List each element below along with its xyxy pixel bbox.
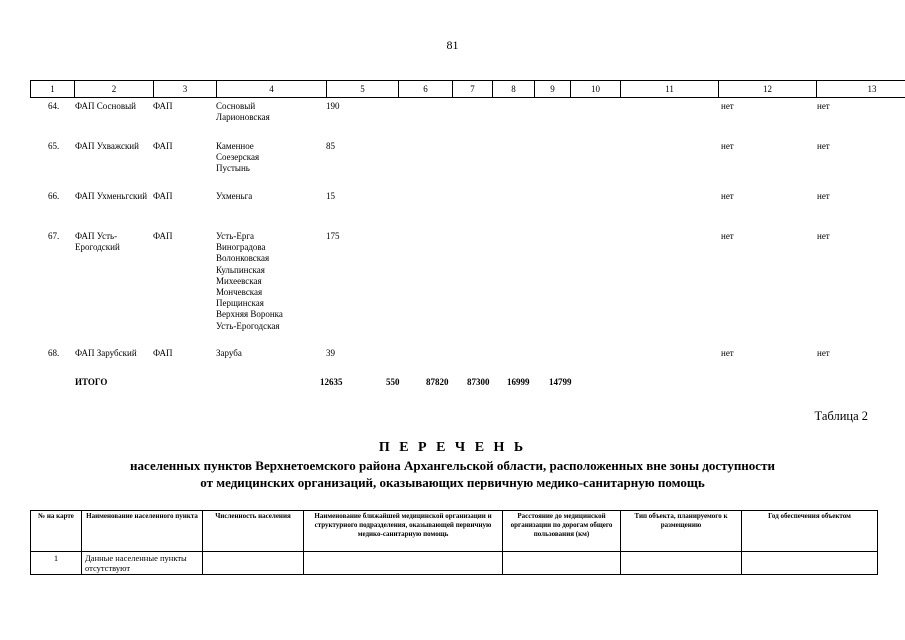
settlements-list bbox=[216, 141, 311, 175]
total-col10: 14799 bbox=[549, 377, 572, 387]
settlement: Верхняя Воронка bbox=[216, 309, 283, 320]
settlement: Усть-Ерга bbox=[216, 231, 255, 241]
total-col5: 12635 bbox=[320, 377, 343, 387]
settlements-list bbox=[216, 101, 311, 123]
header-col-2: 2 bbox=[75, 81, 154, 98]
year bbox=[742, 552, 878, 575]
header-col-1: 1 bbox=[31, 81, 75, 98]
settlement: Ларионовская bbox=[216, 112, 270, 123]
col13-value: нет bbox=[817, 348, 830, 358]
population: 85 bbox=[326, 141, 335, 151]
settlement: Ухменьга bbox=[216, 191, 253, 201]
settlement: Каменное bbox=[216, 141, 254, 151]
nearest-org bbox=[304, 552, 503, 575]
fap-type: ФАП bbox=[153, 348, 173, 358]
population: 190 bbox=[326, 101, 340, 111]
page-number: 81 bbox=[446, 38, 459, 52]
col12-value: нет bbox=[721, 231, 734, 241]
header-object-type: Тип объекта, планируемого к размещению bbox=[621, 511, 742, 552]
header-distance: Расстояние до медицинской организации по дорогам общего пользования (км) bbox=[503, 511, 621, 552]
fap-type: ФАП bbox=[153, 141, 173, 151]
settlement: Михеевская bbox=[216, 275, 262, 286]
header-nearest-org: Наименование ближайшей медицинской организации и структурного подразделения, оказывающей первичную медико-санитарную помощь bbox=[304, 511, 503, 552]
object-type bbox=[621, 552, 742, 575]
list-subtitle-line2: от медицинских организаций, оказывающих первичную медико-санитарную помощь bbox=[200, 475, 705, 490]
list-subtitle-line1: населенных пунктов Верхнетоемского района Архангельской области, расположенных вне зоны доступности bbox=[130, 458, 775, 473]
settlement-name: Данные населенные пункты отсутствуют bbox=[82, 552, 203, 575]
table-row bbox=[31, 552, 878, 575]
settlement: Мончевская bbox=[216, 287, 263, 298]
col13-value: нет bbox=[817, 141, 830, 151]
total-col9: 16999 bbox=[507, 377, 530, 387]
population: 15 bbox=[326, 191, 335, 201]
header-col-10: 10 bbox=[571, 81, 621, 98]
header-population: Численность населения bbox=[203, 511, 304, 552]
distance bbox=[503, 552, 621, 575]
fap-type: ФАП bbox=[153, 101, 173, 111]
header-col-11: 11 bbox=[621, 81, 719, 98]
header-col-9: 9 bbox=[535, 81, 571, 98]
header-col-4: 4 bbox=[217, 81, 327, 98]
settlement: Сосновый bbox=[216, 101, 256, 111]
fap-name: ФАП Усть-Ерогодский bbox=[75, 231, 120, 253]
settlement: Пустынь bbox=[216, 163, 250, 174]
header-year: Год обеспечения объектом bbox=[742, 511, 878, 552]
col12-value: нет bbox=[721, 141, 734, 151]
fap-type: ФАП bbox=[153, 231, 173, 241]
col13-value: нет bbox=[817, 101, 830, 111]
settlements-outside-access-table bbox=[30, 510, 878, 575]
settlement: Соезерская bbox=[216, 152, 260, 163]
list-title: П Е Р Е Ч Е Н Ь bbox=[378, 440, 527, 455]
header-col-12: 12 bbox=[719, 81, 817, 98]
total-col7: 87820 bbox=[426, 377, 449, 387]
header-map-number: № на карте bbox=[31, 511, 82, 552]
fap-type: ФАП bbox=[153, 191, 173, 201]
settlement: Кульпинская bbox=[216, 264, 265, 275]
header-col-5: 5 bbox=[327, 81, 399, 98]
settlement: Виноградова bbox=[216, 242, 266, 253]
header-col-13: 13 bbox=[817, 81, 905, 98]
total-col8: 87300 bbox=[467, 377, 490, 387]
population bbox=[203, 552, 304, 575]
col12-value: нет bbox=[721, 101, 734, 111]
col12-value: нет bbox=[721, 348, 734, 358]
row-number: 67. bbox=[48, 231, 60, 241]
header-col-6: 6 bbox=[399, 81, 453, 98]
header-settlement-name: Наименование населенного пункта bbox=[82, 511, 203, 552]
col13-value: нет bbox=[817, 191, 830, 201]
top-table-header bbox=[30, 80, 905, 98]
settlement: Перщинская bbox=[216, 298, 264, 309]
settlements-list bbox=[216, 348, 311, 359]
population: 175 bbox=[326, 231, 340, 241]
total-label: ИТОГО bbox=[75, 377, 108, 387]
table2-label: Таблица 2 bbox=[814, 409, 868, 423]
settlements-list bbox=[216, 231, 311, 332]
header-col-7: 7 bbox=[453, 81, 493, 98]
fap-name: ФАП Ухменьгский bbox=[75, 191, 148, 201]
col12-value: нет bbox=[721, 191, 734, 201]
row-number: 64. bbox=[48, 101, 60, 111]
col13-value: нет bbox=[817, 231, 830, 241]
header-col-3: 3 bbox=[154, 81, 217, 98]
population: 39 bbox=[326, 348, 335, 358]
row-number: 65. bbox=[48, 141, 60, 151]
fap-name: ФАП Сосновый bbox=[75, 101, 136, 111]
fap-name: ФАП Ухважский bbox=[75, 141, 139, 151]
map-number: 1 bbox=[31, 552, 82, 575]
settlement: Волонковская bbox=[216, 253, 270, 264]
settlement: Заруба bbox=[216, 348, 242, 358]
settlement: Усть-Ерогодская bbox=[216, 320, 280, 331]
row-number: 68. bbox=[48, 348, 60, 358]
total-col6: 550 bbox=[386, 377, 400, 387]
settlements-list bbox=[216, 191, 311, 202]
fap-name: ФАП Зарубский bbox=[75, 348, 137, 358]
row-number: 66. bbox=[48, 191, 60, 201]
header-col-8: 8 bbox=[493, 81, 535, 98]
